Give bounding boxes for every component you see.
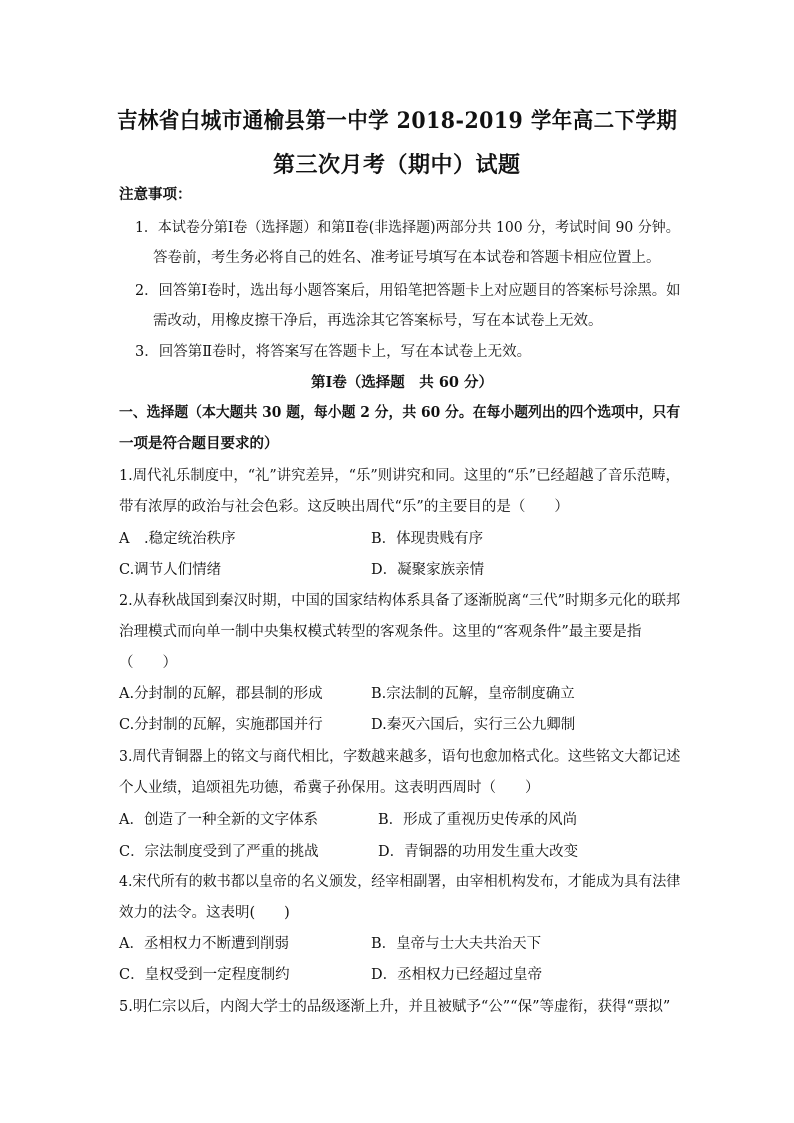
option-b: B．形成了重视历史传承的风尚 xyxy=(378,812,578,828)
question-stem: 4.宋代所有的敕书都以皇帝的名义颁发，经宰相副署，由宰相机构发布，才能成为具有法律 xyxy=(119,874,681,890)
notice-item: 2．回答第Ⅰ卷时，选出每小题答案后，用铅笔把答题卡上对应题目的答案标号涂黑。如 xyxy=(135,283,681,299)
option-c: C.分封制的瓦解，实施郡国并行 xyxy=(119,717,323,733)
option-a: A .稳定统治秩序 xyxy=(119,531,236,547)
option-b: B．皇帝与士大夫共治天下 xyxy=(371,936,542,952)
option-d: D.秦灭六国后，实行三公九卿制 xyxy=(371,717,576,733)
option-a: A.分封制的瓦解，郡县制的形成 xyxy=(119,686,323,702)
notice-heading: 注意事项： xyxy=(119,186,192,203)
question-stem: 1.周代礼乐制度中，“礼”讲究差异，“乐”则讲究和同。这里的“乐”已经超越了音乐范畴， xyxy=(119,468,680,484)
exam-title-line2: 第三次月考（期中）试题 xyxy=(273,152,521,178)
notice-item: 3．回答第Ⅱ卷时，将答案写在答题卡上，写在本试卷上无效。 xyxy=(135,344,532,360)
option-c: C．皇权受到一定程度制约 xyxy=(119,967,290,983)
option-d: D．凝聚家族亲情 xyxy=(371,562,485,578)
part-instruction: 一、选择题（本大题共 30 题，每小题 2 分，共 60 分。在每小题列出的四个选项中，只有 xyxy=(119,404,681,421)
exam-title-line1: 吉林省白城市通榆县第一中学 2018-2019 学年高二下学期 xyxy=(117,108,678,134)
question-stem: （ ） xyxy=(119,655,177,671)
notice-item: 需改动，用橡皮擦干净后，再选涂其它答案标号，写在本试卷上无效。 xyxy=(153,313,603,329)
notice-item: 答卷前，考生务必将自己的姓名、准考证号填写在本试卷和答题卡相应位置上。 xyxy=(153,250,661,266)
notice-item: 1．本试卷分第Ⅰ卷（选择题）和第Ⅱ卷(非选择题)两部分共 100 分，考试时间 90 分钟。 xyxy=(135,220,680,236)
question-stem: 5.明仁宗以后，内阁大学士的品级逐渐上升，并且被赋予“公”“保”等虚衔，获得“票拟” xyxy=(119,999,671,1015)
option-d: D．青铜器的功用发生重大改变 xyxy=(378,844,579,860)
question-stem: 带有浓厚的政治与社会色彩。这反映出周代“乐”的主要目的是（ ） xyxy=(119,499,569,515)
question-stem: 治理模式而向单一制中央集权模式转型的客观条件。这里的“客观条件”最主要是指 xyxy=(119,624,642,640)
option-d: D．丞相权力已经超过皇帝 xyxy=(371,967,543,983)
option-c: C.调节人们情绪 xyxy=(119,562,222,578)
question-stem: 2.从春秋战国到秦汉时期，中国的国家结构体系具备了逐渐脱离“三代”时期多元化的联邦 xyxy=(119,593,681,609)
question-stem: 个人业绩，追颂祖先功德，希冀子孙保用。这表明西周时（ ） xyxy=(119,780,540,796)
option-a: A．创造了一种全新的文字体系 xyxy=(119,812,318,828)
question-stem: 效力的法令。这表明( ) xyxy=(119,905,290,921)
option-b: B．体现贵贱有序 xyxy=(371,531,484,547)
option-b: B.宗法制的瓦解，皇帝制度确立 xyxy=(371,686,575,702)
part-instruction: 一项是符合题目要求的） xyxy=(119,435,279,452)
option-c: C．宗法制度受到了严重的挑战 xyxy=(119,844,319,860)
section-heading: 第Ⅰ卷（选择题 共 60 分） xyxy=(311,374,494,391)
question-stem: 3.周代青铜器上的铭文与商代相比，字数越来越多，语句也愈加格式化。这些铭文大都记述 xyxy=(119,749,681,765)
option-a: A．丞相权力不断遭到削弱 xyxy=(119,936,289,952)
